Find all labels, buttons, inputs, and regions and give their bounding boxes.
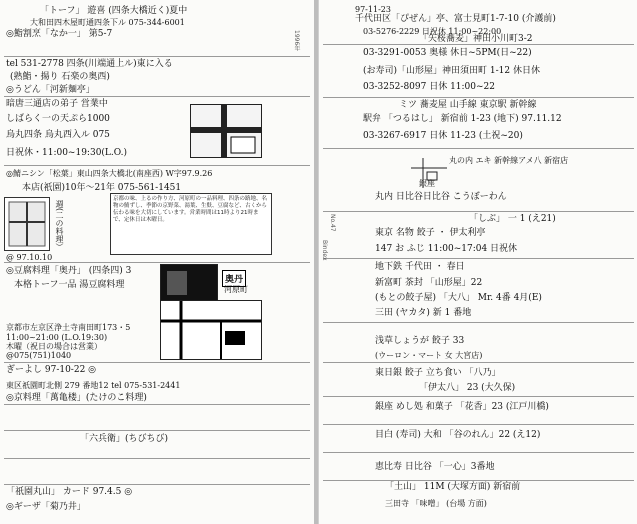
handwritten-line: 11:00~21:00 (L.O.19:30) [6,333,108,342]
pasted-photo-clipping [160,264,218,302]
handwritten-line: ◎鯖ニシン「松葉」東山四条大橋北(南座西) W字97.9.26 [6,169,213,178]
binder-number: No.47 [329,214,336,232]
handwritten-line: @ 97.10.10 [6,253,53,262]
handwritten-line: しばらく一の天ぷら1000 [6,114,110,124]
handwritten-line: 東区祇園町北側 279 番地12 tel 075-531-2441 [6,381,181,390]
binder-brand: Bindex [321,240,328,261]
ruled-line [323,97,634,98]
handwritten-line: 03-3291-0053 奥様 休日~5PM(日~22) [363,48,532,58]
ruled-line [4,96,310,97]
handwritten-line: 駅弁 「つるはし」 新宿前 1-23 (地下) 97.11.12 [363,114,562,124]
handwritten-line: (ウーロン・マート 女 大宮店) [375,351,483,360]
handwritten-line: 「土山」 11M (大塚方面) 新宿前 [385,482,521,492]
ruled-line [4,362,310,363]
handwritten-line: 地下鉄 千代田 ・ 春日 [375,262,465,272]
handwritten-line: (お寿司)「山形屋」神田須田町 1-12 休日休 [363,66,540,76]
handwritten-line: 日祝休・11:00~19:30(L.O.) [6,148,127,158]
handwritten-line: 三田寺 「味噌」 (台場 方面) [385,499,487,508]
pasted-card-clipping [4,197,50,251]
handwritten-line: 東日銀 餃子 立ち食い 「八乃」 [375,368,501,378]
handwritten-line: @075(751)1040 [6,351,72,360]
ruled-line [4,484,310,485]
left-notebook-page [0,0,315,524]
handwritten-line: 147 お ふじ 11:00~17:04 日祝休 [375,244,518,254]
handwritten-line: 東京 名物 餃子 ・ 伊太利亭 [375,228,486,238]
handwritten-line: 本格トーフ一品 湯豆腐料理 [14,280,125,290]
clipping-text: 京都の味、上るの作り方、河原町の一品料理、四条の路地、名物の鯖ずし、季節の京野菜、湯葉、生麩、豆腐など、古くから伝わる味を大切にしています。営業時間は11時より21時まで、定休日は木曜日。 [113,196,268,223]
handwritten-line: 新富町 茶封 「山形屋」22 [375,278,483,288]
ruled-line [323,362,634,363]
card-map-sketch [5,198,49,250]
handwritten-line: 千代田区「ぴぜん」亭、富士見町1-7-10 (介護前) [355,14,556,24]
handwritten-line: 03-3267-6917 日休 11-23 (土祝~20) [363,131,523,141]
handwritten-line: 丸の内 エキ 新幹線アメ八 新宿店 [449,156,569,165]
ruled-line [323,258,634,259]
handwritten-line: (もとの餃子屋) 「大八」 Mr. 4番 4月(E) [375,293,542,303]
handwritten-line: 「伊太八」 23 (大久保) [419,383,516,393]
handwritten-line: 銀座 めし処 和菓子 「花香」23 (江戸川橋) [375,402,549,412]
handwritten-line: 三田 (ヤカタ) 新 1 番地 [375,308,472,318]
handwritten-line: 恵比寿 日比谷 「一心」3番地 [375,462,495,472]
map-street-label: 河原町 [224,285,248,294]
right-notebook-page [318,0,637,524]
map-annotation: 銀座 [419,179,435,188]
handwritten-line: 浅草しょうが 餃子 33 [375,336,465,346]
ruled-line [323,480,634,481]
pasted-directions-map [160,300,262,360]
handwritten-line: 「矢桜蕎麦」神田小川町3-2 [419,34,533,44]
handwritten-line: 03-5276-2229 日祝休 11:00~22:00 [363,27,502,36]
ruled-line [323,322,634,323]
handwritten-line: ◎京料理「萬亀楼」(たけのこ料理) [6,393,147,403]
handwritten-line: ◎うどん「河新麺亭」 [6,85,95,95]
ruled-line [323,424,634,425]
handwritten-line: ◎ギーザ「菊乃井」 [6,502,86,512]
photo-placeholder [161,265,217,301]
pasted-newspaper-clipping [110,193,272,255]
handwritten-line: 「トーフ」 遊喜 (四条大橋近く)夏中 [40,6,188,16]
handwritten-line: 丸内 日比谷日比谷 こうぼーわん [375,192,507,202]
map-sketch [191,105,261,157]
handwritten-line: 大和田四木屋町通四条下ル 075-344-6001 [30,18,185,27]
handwritten-line: ◎豆腐料理「奥丹」 (四条四) 3 [6,266,132,276]
ruled-line [323,452,634,453]
ruled-line [4,165,310,166]
clipping-caption: 週(二の料理） [55,200,64,252]
handwritten-line: (熟鮨・揚り 石楽の奥西) [10,72,110,82]
ruled-line [323,211,634,212]
handwritten-line: 「祇園丸山」 カード 97.4.5 ◎ [6,487,133,497]
pasted-map-clipping [190,104,262,158]
handwritten-line: 目白 (寿司) 大和 「谷のれん」22 (え12) [375,430,541,440]
handwritten-line: 烏丸四条 烏丸西入ル 075 [6,130,110,140]
handwritten-line: ◎鮨割烹「なか一」 第5-7 [6,29,113,39]
directions-map-sketch [161,301,261,359]
handwritten-line: 03-3252-8097 日休 11:00~22 [363,82,495,92]
handwritten-line: ぎーよし 97-10-22 ◎ [6,365,97,375]
ruled-line [323,396,634,397]
handwritten-line: 京都市左京区浄土寺南田町173・5 [6,323,131,332]
handwritten-line: ミツ 蕎麦屋 山手線 東京駅 新幹線 [399,100,537,110]
handwritten-line: 木曜（祝日の場合は営業） [6,342,102,351]
handwritten-line: 暗唐三通店の弟子 営業中 [6,99,108,109]
handwritten-line: tel 531-2778 四条(川端通上ル)東に入る [6,59,173,69]
shop-name-label: 奥丹 [222,270,246,287]
ruled-line [4,458,310,459]
ruled-line [4,56,310,57]
handwritten-line: 97-11-23 [355,5,391,14]
handwritten-line: 「六兵衛」(ちびちび) [80,434,169,444]
handwritten-line: 本店(祇園)10年〜21年 075-561-1451 [22,183,182,193]
handwritten-line: 「しぶ」 一 1 (え21) [469,214,556,224]
margin-note: 1996年 [293,30,300,52]
ruled-line [4,430,310,431]
ruled-line [4,404,310,405]
ruled-line [323,148,634,149]
